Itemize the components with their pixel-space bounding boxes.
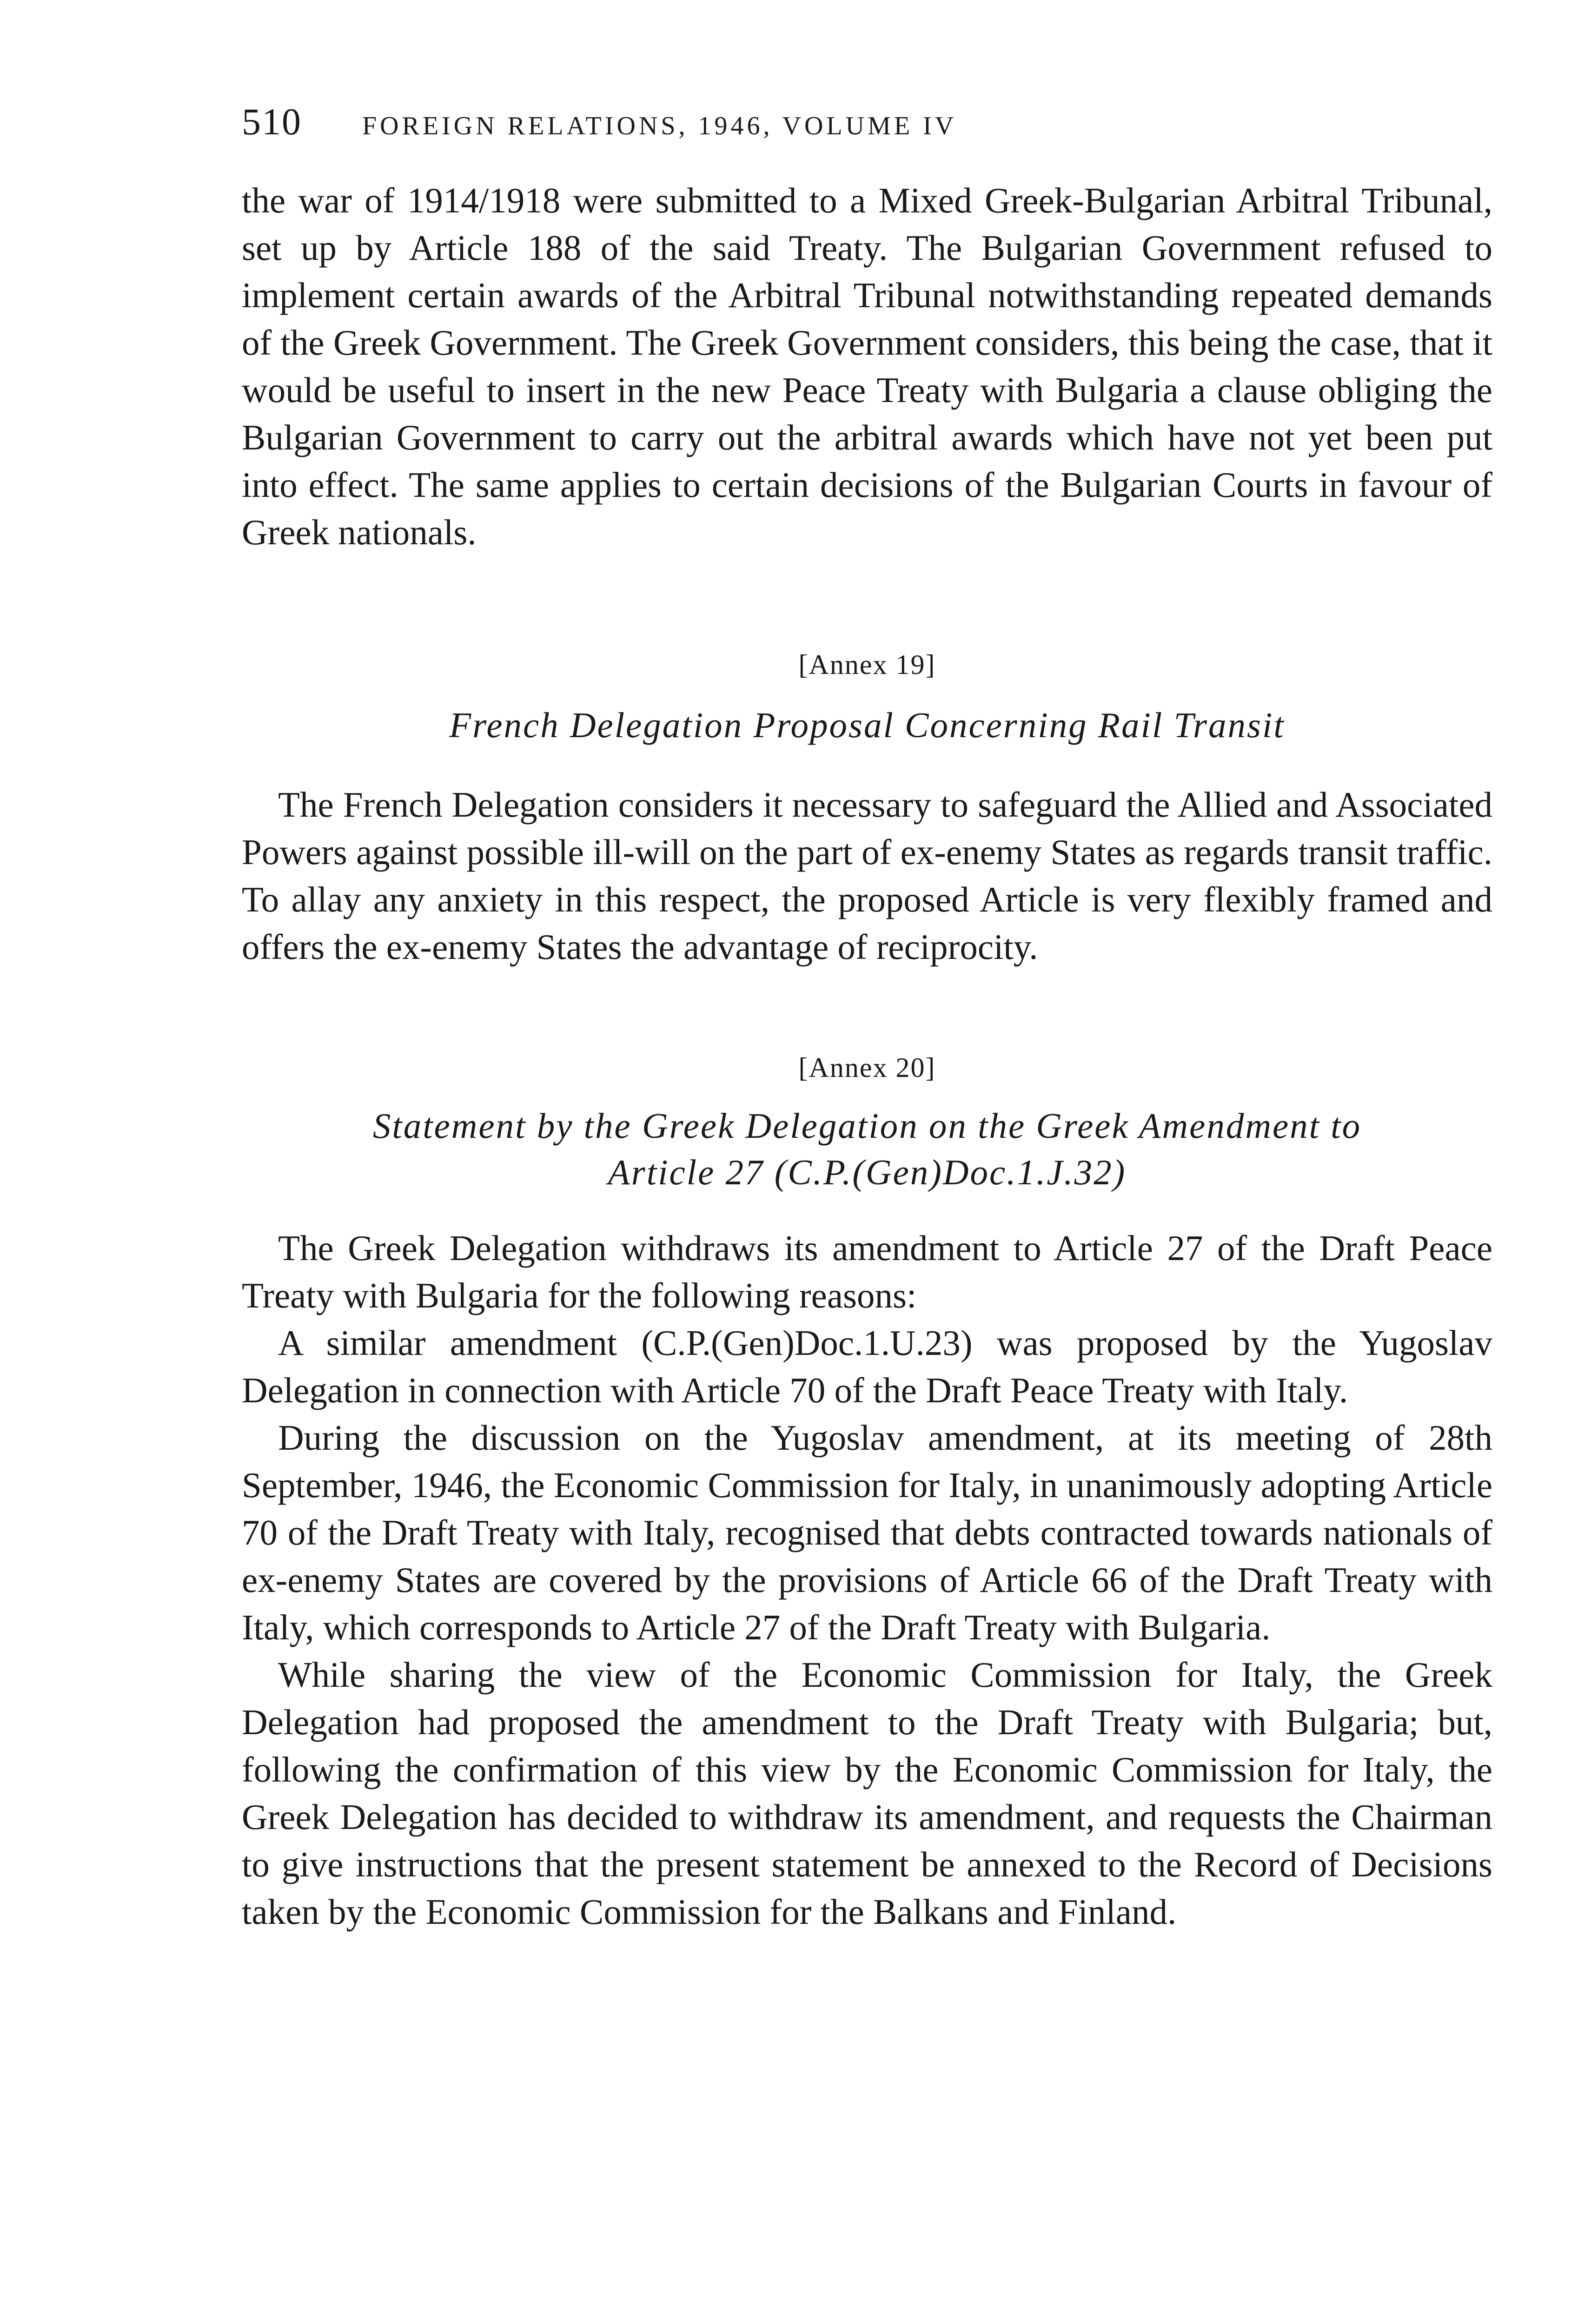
annex-19-label: [Annex 19] — [798, 649, 936, 680]
annex-20-paragraph-3: During the discussion on the Yugoslav amendment, at its meeting of 28th September, 1946, the Economic Commission for Italy, in unanimously adopting Article 70 of the Draft Treaty with Italy, recognised that debts contracted towards nationals of ex-enemy States are covered by the provisions of Article 66 of the Draft Treaty with Italy, which corresponds to Article 27 of the Draft Treaty with Bulgaria. — [242, 1418, 1492, 1647]
annex-20-paragraph-1: The Greek Delegation withdraws its amendment to Article 27 of the Draft Peace Treaty with Bulgaria for the following reasons: — [242, 1228, 1492, 1315]
annex-19-title: French Delegation Proposal Concerning Rail Transit — [449, 705, 1285, 745]
annex-20-paragraph-4: While sharing the view of the Economic Commission for Italy, the Greek Delegation had proposed the amendment to the Draft Treaty with Bulgaria; but, following the confirmation of this view by the Economic Commission for Italy, the Greek Delegation has decided to withdraw its amendment, and requests the Chairman to give instructions that the present statement be annexed to the Record of Decisions taken by the Economic Commission for the Balkans and Finland. — [242, 1655, 1492, 1932]
annex-20-paragraph-2: A similar amendment (C.P.(Gen)Doc.1.U.23) was proposed by the Yugoslav Delegation in connection with Article 70 of the Draft Peace Treaty with Italy. — [242, 1323, 1492, 1410]
document-page — [242, 100, 1492, 1935]
annex-20-label: [Annex 20] — [798, 1052, 936, 1083]
annex-19-paragraph: The French Delegation considers it necessary to safeguard the Allied and Associated Powers against possible ill-will on the part of ex-enemy States as regards transit traffic. To allay any anxiety in this respect, the proposed Article is very flexibly framed and offers the ex-enemy States the advantage of reciprocity. — [242, 785, 1492, 967]
intro-paragraph: the war of 1914/1918 were submitted to a Mixed Greek-Bulgarian Arbitral Tribunal, set up by Article 188 of the said Treaty. The Bulgarian Government refused to implement certain awards of the Arbitral Tribunal notwithstanding repeated demands of the Greek Government. The Greek Government considers, this being the case, that it would be useful to insert in the new Peace Treaty with Bulgaria a clause obliging the Bulgarian Government to carry out the arbitral awards which have not yet been put into effect. The same applies to certain decisions of the Bulgarian Courts in favour of Greek nationals. — [242, 180, 1492, 552]
annex-20-title-line-2: Article 27 (C.P.(Gen)Doc.1.J.32) — [608, 1152, 1127, 1192]
running-title: FOREIGN RELATIONS, 1946, VOLUME IV — [362, 112, 957, 140]
page-number: 510 — [242, 100, 302, 143]
running-head — [242, 100, 1492, 156]
annex-20-title-line-1: Statement by the Greek Delegation on the Greek Amendment to — [372, 1106, 1362, 1146]
